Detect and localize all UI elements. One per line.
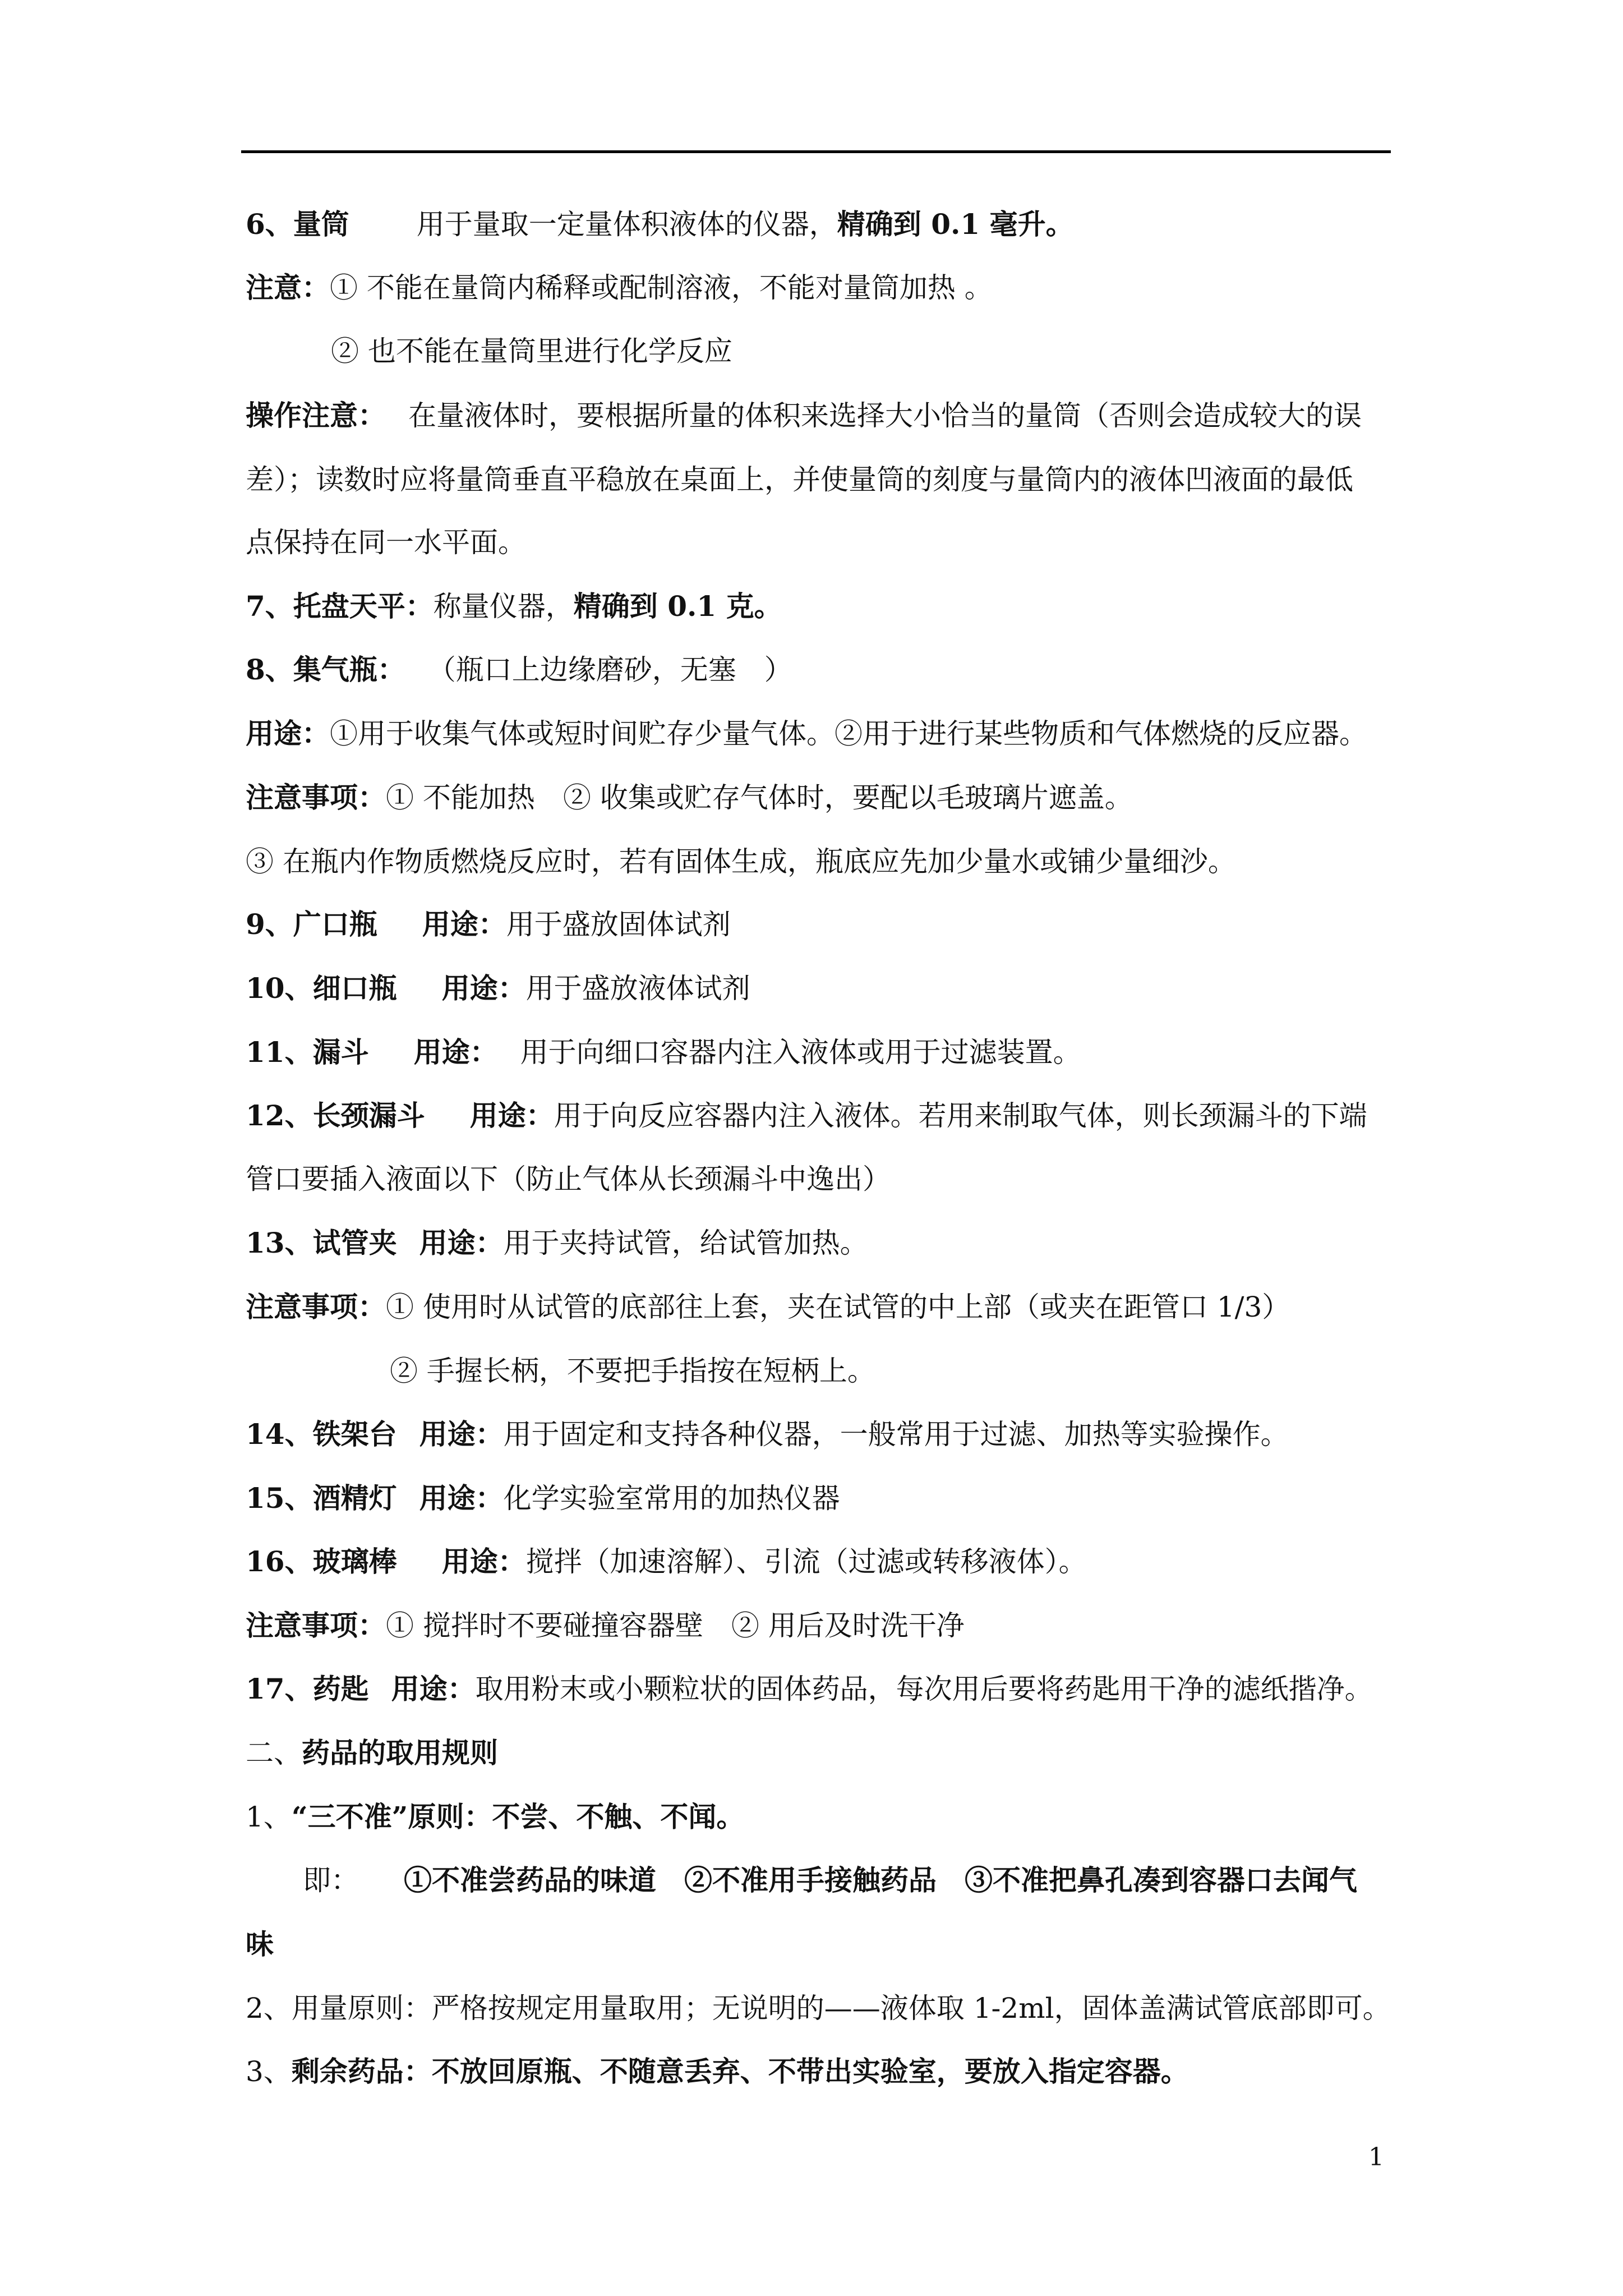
item-8-note-line-2 bbox=[246, 845, 1236, 878]
usage-label: 用途： bbox=[246, 717, 330, 750]
rule-1-detail-line-2 bbox=[246, 1927, 274, 1961]
page-number: 1 bbox=[1368, 2143, 1384, 2171]
rule-2-text: 2、用量原则：严格按规定用量取用；无说明的——液体取 1-2ml，固体盖满试管底部即可。 bbox=[246, 1992, 1391, 2024]
rule-1-detail-text: ①不准尝药品的味道 ②不准用手接触药品 ③不准把鼻孔凑到容器口去闻气 bbox=[404, 1864, 1357, 1897]
item-8-text: （瓶口上边缘磨砂，无塞 ） bbox=[427, 654, 792, 686]
operation-note-text: 在量液体时，要根据所量的体积来选择大小恰当的量筒（否则会造成较大的误 bbox=[408, 399, 1362, 432]
usage-text: 取用粉末或小颗粒状的固体药品，每次用后要将药匙用干净的滤纸揩净。 bbox=[475, 1673, 1373, 1705]
item-8-line bbox=[246, 653, 792, 687]
item-6-precision: 精确到 0.1 毫升。 bbox=[837, 208, 1074, 241]
item-13-note-line-2 bbox=[390, 1354, 875, 1388]
header-rule bbox=[241, 150, 1391, 153]
usage-text: 管口要插入液面以下（防止气体从长颈漏斗中逸出） bbox=[246, 1163, 891, 1195]
usage-label: 用途： bbox=[419, 1418, 504, 1451]
item-6-line bbox=[246, 208, 1074, 241]
item-10-line bbox=[246, 972, 750, 1005]
item-15-title: 15、酒精灯 bbox=[246, 1481, 397, 1515]
usage-label: 用途： bbox=[441, 1545, 526, 1578]
note-text: ① 不能加热 ② 收集或贮存气体时，要配以毛玻璃片遮盖。 bbox=[386, 781, 1133, 814]
item-9-title: 9、广口瓶 bbox=[246, 908, 377, 941]
note-label: 注意： bbox=[246, 271, 330, 304]
item-16-title: 16、玻璃棒 bbox=[246, 1545, 397, 1578]
item-8-usage-line bbox=[246, 717, 1367, 751]
usage-label: 用途： bbox=[419, 1481, 504, 1515]
usage-text: 搅拌（加速溶解）、引流（过滤或转移液体）。 bbox=[525, 1545, 1087, 1578]
usage-label: 用途： bbox=[469, 1099, 554, 1132]
item-16-note-line bbox=[246, 1609, 965, 1642]
usage-label: 用途： bbox=[413, 1036, 498, 1069]
usage-label: 用途： bbox=[419, 1226, 504, 1259]
item-14-line bbox=[246, 1418, 1289, 1451]
item-8-note-line bbox=[246, 781, 1133, 815]
usage-text: ①用于收集气体或短时间贮存少量气体。②用于进行某些物质和气体燃烧的反应器。 bbox=[330, 717, 1367, 750]
operation-note-text: 点保持在同一水平面。 bbox=[246, 526, 526, 559]
operation-note-line-3 bbox=[246, 526, 526, 559]
item-16-line bbox=[246, 1545, 1087, 1579]
item-10-title: 10、细口瓶 bbox=[246, 972, 397, 1005]
rule-3-line bbox=[246, 2055, 1189, 2088]
section-2-title: 药品的取用规则 bbox=[302, 1736, 498, 1769]
usage-text: 用于固定和支持各种仪器，一般常用于过滤、加热等实验操作。 bbox=[503, 1418, 1289, 1451]
note-label: 注意事项： bbox=[246, 781, 386, 814]
rule-1-text: “三不准”原则：不尝、不触、不闻。 bbox=[291, 1800, 745, 1833]
item-9-line bbox=[246, 908, 731, 941]
item-17-line bbox=[246, 1672, 1373, 1706]
rule-2-line bbox=[246, 1991, 1391, 2025]
item-13-line bbox=[246, 1226, 868, 1260]
usage-label: 用途： bbox=[441, 972, 526, 1005]
note-label: 注意事项： bbox=[246, 1609, 386, 1642]
note-text: ② 也不能在量筒里进行化学反应 bbox=[331, 335, 732, 367]
operation-note-label: 操作注意： bbox=[246, 399, 386, 432]
operation-note-text: 差）；读数时应将量筒垂直平稳放在桌面上，并使量筒的刻度与量筒内的液体凹液面的最低 bbox=[246, 463, 1353, 496]
item-13-note-line bbox=[246, 1290, 1290, 1324]
usage-label: 用途： bbox=[391, 1672, 476, 1705]
usage-text: 用于向反应容器内注入液体。若用来制取气体，则长颈漏斗的下端 bbox=[554, 1099, 1367, 1132]
operation-note-line-2 bbox=[246, 463, 1353, 496]
item-12-line bbox=[246, 1099, 1367, 1133]
section-2-prefix: 二、 bbox=[246, 1737, 302, 1769]
item-11-line bbox=[246, 1036, 1081, 1069]
item-15-line bbox=[246, 1481, 840, 1515]
note-text: ② 手握长柄，不要把手指按在短柄上。 bbox=[390, 1355, 875, 1387]
usage-text: 用于夹持试管，给试管加热。 bbox=[503, 1227, 868, 1259]
item-12-title: 12、长颈漏斗 bbox=[246, 1099, 425, 1132]
usage-text: 用于向细口容器内注入液体或用于过滤装置。 bbox=[520, 1036, 1081, 1069]
rule-1-prefix: 1、 bbox=[246, 1801, 292, 1833]
note-label: 注意事项： bbox=[246, 1290, 386, 1323]
rule-3-text: 剩余药品：不放回原瓶、不随意丢弃、不带出实验室，要放入指定容器。 bbox=[291, 2055, 1189, 2088]
note-text: ③ 在瓶内作物质燃烧反应时，若有固体生成，瓶底应先加少量水或铺少量细沙。 bbox=[246, 845, 1236, 878]
item-7-title: 7、托盘天平： bbox=[246, 590, 434, 623]
item-7-line bbox=[246, 590, 782, 623]
rule-3-prefix: 3、 bbox=[246, 2055, 292, 2088]
rule-1-line bbox=[246, 1800, 744, 1834]
usage-text: 化学实验室常用的加热仪器 bbox=[503, 1482, 840, 1515]
note-text: ① 不能在量筒内稀释或配制溶液，不能对量筒加热 。 bbox=[330, 272, 993, 304]
item-14-title: 14、铁架台 bbox=[246, 1418, 397, 1451]
note-2-line bbox=[331, 334, 732, 368]
usage-label: 用途： bbox=[422, 908, 506, 941]
note-text: ① 使用时从试管的底部往上套，夹在试管的中上部（或夹在距管口 1/3） bbox=[386, 1291, 1290, 1323]
rule-1-detail-text: 味 bbox=[246, 1927, 274, 1961]
usage-text: 用于盛放液体试剂 bbox=[525, 972, 750, 1005]
rule-1-detail-prefix: 即： bbox=[303, 1864, 359, 1897]
item-12-line-2 bbox=[246, 1162, 891, 1196]
item-7-text: 称量仪器， bbox=[433, 590, 574, 623]
usage-text: 用于盛放固体试剂 bbox=[506, 908, 731, 941]
item-6-text: 用于量取一定量体积液体的仪器， bbox=[416, 208, 837, 241]
item-8-title: 8、集气瓶： bbox=[246, 653, 405, 686]
operation-note-line bbox=[246, 399, 1362, 432]
item-17-title: 17、药匙 bbox=[246, 1672, 369, 1705]
item-7-precision: 精确到 0.1 克。 bbox=[573, 590, 782, 623]
rule-1-detail-line bbox=[303, 1864, 1357, 1897]
note-1-line bbox=[246, 271, 993, 305]
item-6-title: 6、量筒 bbox=[246, 208, 349, 241]
item-13-title: 13、试管夹 bbox=[246, 1226, 397, 1259]
item-11-title: 11、漏斗 bbox=[246, 1036, 369, 1069]
section-2-heading bbox=[246, 1736, 498, 1770]
note-text: ① 搅拌时不要碰撞容器壁 ② 用后及时洗干净 bbox=[386, 1609, 965, 1642]
